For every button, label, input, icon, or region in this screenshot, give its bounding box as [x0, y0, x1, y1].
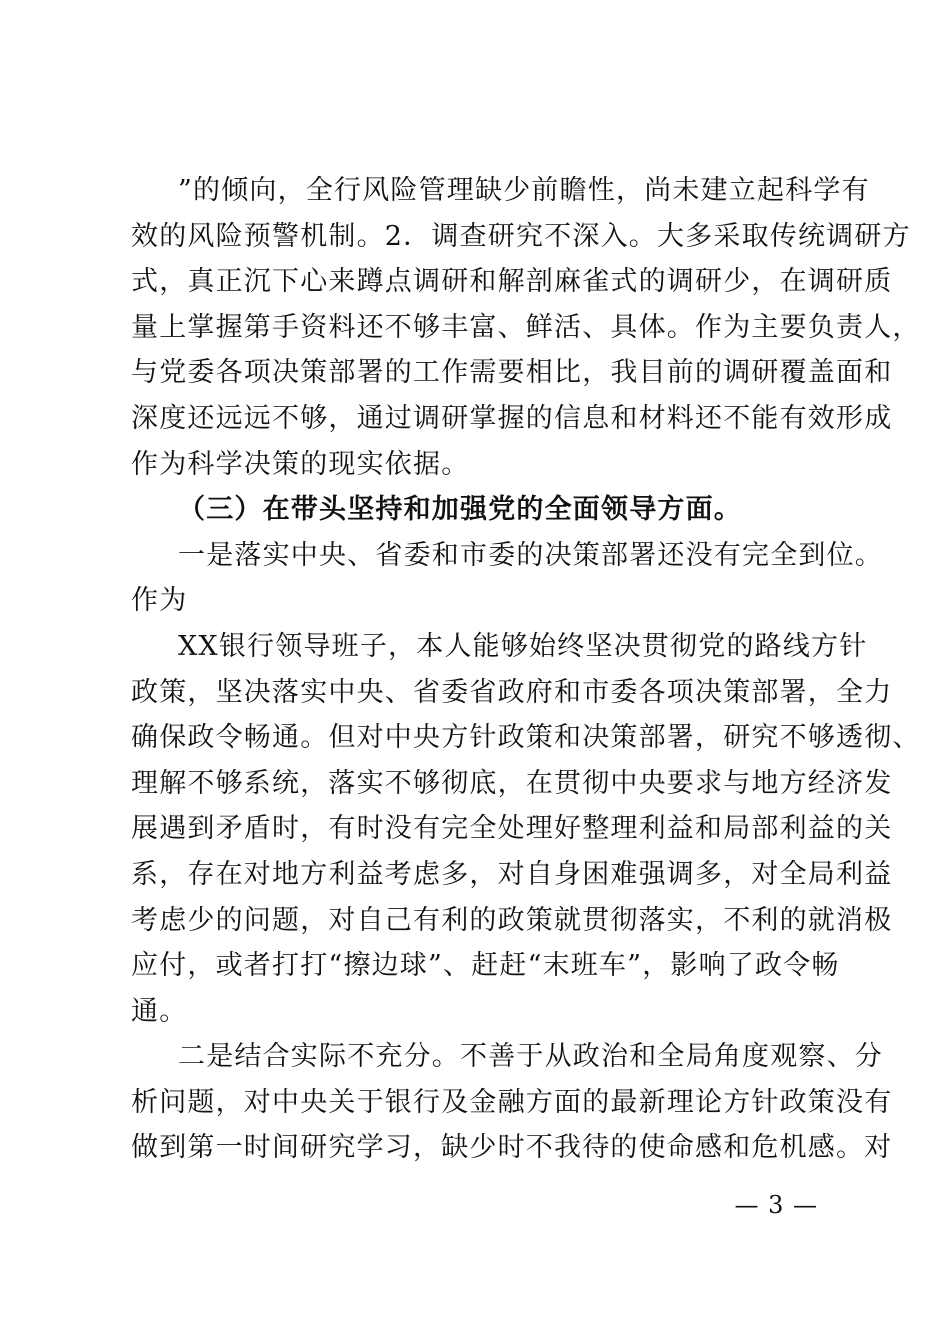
- text-line-9: 一是落实中央、省委和市委的决策部署还没有完全到位。: [178, 539, 883, 571]
- text-line-20: 二是结合实际不充分。不善于从政治和全局角度观察、分: [178, 1041, 883, 1073]
- text-line-22: 做到第一时间研究学习，缺少时不我待的使命感和危机感。对: [131, 1132, 893, 1164]
- text-line-11: XX银行领导班子，本人能够始终坚决贯彻党的路线方针: [178, 630, 868, 662]
- text-line-15: 展遇到矛盾时，有时没有完全处理好整理利益和局部利益的关: [131, 813, 893, 845]
- text-line-6: 深度还远远不够，通过调研掌握的信息和材料还不能有效形成: [131, 402, 893, 434]
- text-line-3: 式，真正沉下心来蹲点调研和解剖麻雀式的调研少，在调研质: [131, 266, 893, 298]
- text-line-7: 作为科学决策的现实依据。: [131, 448, 470, 480]
- section-heading: （三）在带头坚持和加强党的全面领导方面。: [178, 494, 742, 526]
- text-line-10: 作为: [131, 585, 188, 617]
- text-line-19: 通。: [131, 995, 188, 1027]
- text-line-21: 析问题，对中央关于银行及金融方面的最新理论方针政策没有: [131, 1086, 893, 1118]
- page-number: — 3 —: [734, 1191, 818, 1219]
- text-line-13: 确保政令畅通。但对中央方针政策和决策部署，研究不够透彻、: [131, 722, 921, 754]
- text-line-2: 效的风险预警机制。2．调查研究不深入。大多采取传统调研方: [131, 220, 911, 252]
- body-text: [131, 168, 921, 1171]
- text-line-1: ”的倾向，全行风险管理缺少前瞻性，尚未建立起科学有: [178, 175, 870, 206]
- text-line-16: 系，存在对地方利益考虑多，对自身困难强调多，对全局利益: [131, 858, 893, 890]
- text-line-5: 与党委各项决策部署的工作需要相比，我目前的调研覆盖面和: [131, 357, 893, 389]
- text-line-4: 量上掌握第手资料还不够丰富、鲜活、具体。作为主要负责人，: [131, 311, 921, 343]
- text-line-18: 应付，或者打打“擦边球”、赶赶“末班车”，影响了政令畅: [131, 950, 840, 982]
- text-line-17: 考虑少的问题，对自己有利的政策就贯彻落实，不利的就消极: [131, 904, 893, 936]
- text-line-12: 政策，坚决落实中央、省委省政府和市委各项决策部署，全力: [131, 676, 893, 708]
- text-line-14: 理解不够系统，落实不够彻底，在贯彻中央要求与地方经济发: [131, 767, 893, 799]
